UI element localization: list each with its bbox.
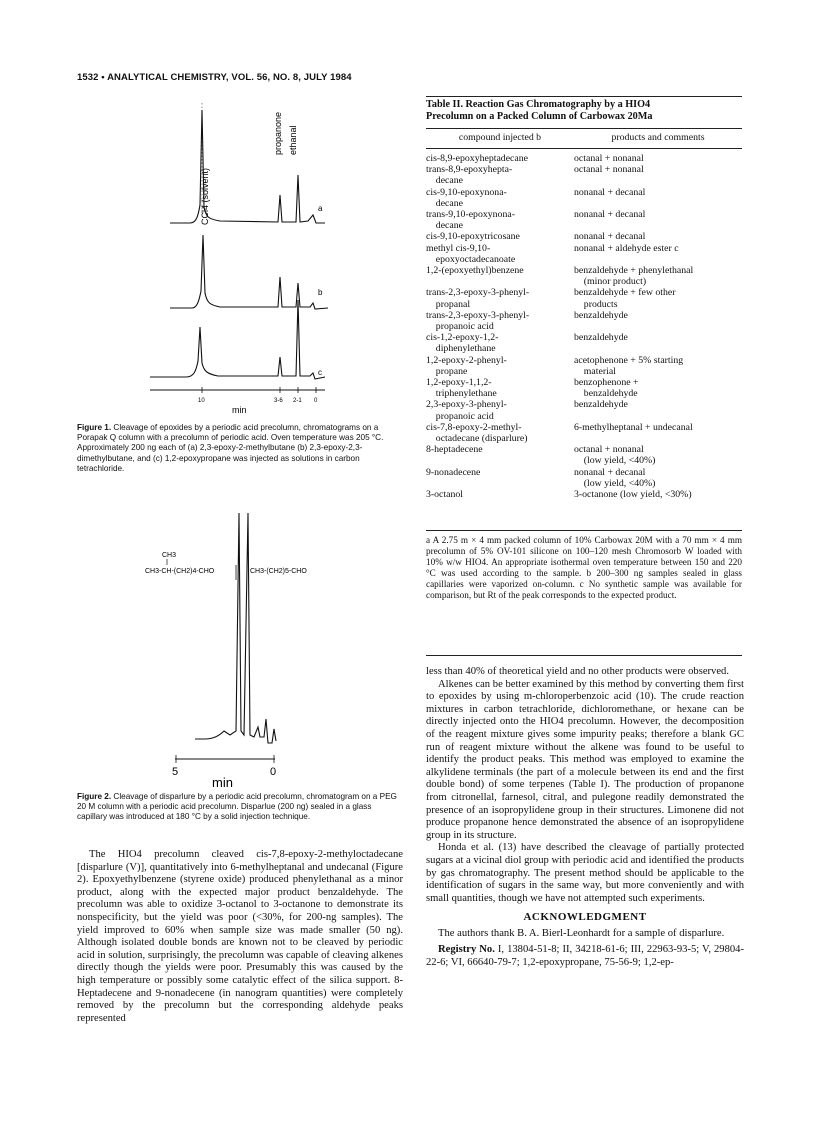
table-row: [426, 377, 742, 388]
fig2-trace: [195, 513, 276, 743]
table-cell-compound: 9-nonadecene: [426, 466, 481, 478]
fig1-trace-label-a: a: [318, 204, 323, 213]
table-row: [426, 287, 742, 298]
table-cell-products: [574, 220, 742, 231]
acknowledgment-heading: ACKNOWLEDGMENT: [523, 911, 647, 924]
table-cell-compound: [426, 478, 574, 489]
table-cell-compound: cis-1,2-epoxy-1,2-: [426, 332, 499, 344]
table-col1-header: compound injected b: [458, 132, 542, 143]
table-row: [426, 310, 742, 321]
table-cell-products: (minor product): [574, 276, 647, 288]
figure1-caption-text: Cleavage of epoxides by a periodic acid precolumn, chromatograms on a Porapak Q column with a precolumn of periodic acid. Oven temperature was 205 °C. Approximately 200 ng each of (a) 2,3-epoxy-2-methylbutane (b) 2,3-epoxy-2,3-dimethylbutane, and (c) 1,2-epoxypropane was injected as solutions in carbon tetrachloride.: [77, 423, 384, 473]
table-cell-products: [574, 433, 742, 444]
table-cell-products: 6-methylheptanal + undecanal: [574, 421, 693, 433]
table-cell-products: benzophenone +: [574, 377, 639, 389]
acknowledgment-text: The authors thank B. A. Bierl-Leonhardt for a sample of disparlure.: [438, 927, 725, 939]
fig1-trace-label-b: b: [318, 288, 323, 297]
table-row: [426, 332, 742, 343]
figure2-caption: [77, 792, 403, 823]
table-cell-products: products: [574, 298, 618, 310]
table-cell-compound: decane: [426, 175, 463, 187]
table-row: [426, 164, 742, 175]
table-row: [426, 231, 742, 242]
fig2-tick-5: 5: [172, 766, 179, 778]
table-cell-compound: propanoic acid: [426, 321, 494, 333]
table-cell-products: nonanal + aldehyde ester c: [574, 242, 679, 254]
table-col2-header: products and comments: [611, 132, 705, 143]
fig1-label-ccl4: CCl4 (solvent): [200, 167, 210, 225]
table-cell-products: [574, 411, 742, 422]
table-row: [426, 411, 742, 422]
table-footnote: a A 2.75 m × 4 mm packed column of 10% Carbowax 20M with a 70 mm × 4 mm precolumn of 5% OV-101 silicone on 100–120 mesh Chromosorb W loaded with 10% w/w HIO4. An appropriate isothermal oven temperature between 150 and 220 °C was used according to the sample. b 200–300 ng samples sealed in glass capillaries were vaporized on-column. c No synthetic sample was available for comparison, but Rt of the peak corresponds to the expected product.: [426, 535, 742, 600]
figure1-chromatograms: [150, 95, 400, 415]
table-cell-compound: epoxyoctadecanoate: [426, 253, 516, 265]
table-cell-compound: 1,2-epoxy-2-phenyl-: [426, 354, 507, 366]
registry-label: Registry No.: [438, 944, 495, 956]
table-header: [426, 132, 742, 143]
running-header: 1532 • ANALYTICAL CHEMISTRY, VOL. 56, NO. 8, JULY 1984: [77, 72, 352, 83]
table-row: [426, 209, 742, 220]
table-row: [426, 243, 742, 254]
table-cell-products: octanal + nonanal: [574, 153, 644, 164]
table-cell-compound: octadecane (disparlure): [426, 433, 528, 445]
fig1-label-propanone: propanone: [273, 111, 283, 155]
table-cell-compound: trans-2,3-epoxy-3-phenyl-: [426, 287, 530, 299]
table-row: [426, 198, 742, 209]
table-row: [426, 265, 742, 276]
registry-text: I, 13804-51-8; II, 34218-61-6; III, 22963-93-5; V, 29804-22-6; VI, 66640-79-7; 1,2-epoxypropane, 75-56-9; 1,2-ep-: [426, 944, 744, 969]
table-cell-products: acetophenone + 5% starting: [574, 354, 684, 366]
fig1-trace-c: [150, 300, 325, 379]
table-cell-products: nonanal + decanal: [574, 231, 646, 243]
fig1-tick-36: 3-6: [274, 398, 283, 404]
fig2-struct-ch3: CH3: [162, 552, 177, 559]
table-row: [426, 422, 742, 433]
table-cell-products: [574, 321, 742, 332]
table-cell-products: 3-octanone (low yield, <30%): [574, 489, 692, 501]
table-cell-products: benzaldehyde: [574, 399, 628, 411]
table-row: [426, 399, 742, 410]
table-cell-compound: cis-9,10-epoxytricosane: [426, 231, 520, 243]
table-title: [426, 99, 742, 123]
table-row: [426, 220, 742, 231]
table-cell-compound: decane: [426, 220, 463, 232]
table-cell-compound: propane: [426, 365, 468, 377]
table-row: [426, 187, 742, 198]
table-cell-products: nonanal + decanal: [574, 186, 646, 198]
table-title-line2: Precolumn on a Packed Column of Carbowax 20Ma: [426, 111, 653, 122]
table-cell-products: benzaldehyde: [574, 309, 628, 321]
table-cell-products: [574, 343, 742, 354]
table-cell-products: octanal + nonanal: [574, 444, 644, 456]
table-row: [426, 254, 742, 265]
table-row: [426, 299, 742, 310]
table-header-rule-bottom: [426, 148, 742, 149]
table-cell-products: benzaldehyde: [574, 332, 628, 344]
table-cell-compound: propanal: [426, 298, 471, 310]
fig1-axis-unit: min: [232, 405, 247, 415]
figure2-caption-text: Cleavage of disparlure by a periodic acid precolumn, chromatogram on a PEG 20 M column with a periodic acid precolumn. Disparlue (200 ng) sealed in a glass capillary was introduced at 180 °C by a solid injection technique.: [77, 792, 397, 822]
table-bottom-rule: [426, 530, 742, 531]
table-cell-compound: trans-9,10-epoxynona-: [426, 209, 515, 221]
fig2-axis-unit: min: [212, 775, 233, 790]
table-cell-products: nonanal + decanal: [574, 466, 646, 478]
figure2-caption-label: Figure 2.: [77, 792, 112, 801]
table-cell-compound: trans-2,3-epoxy-3-phenyl-: [426, 309, 530, 321]
right-body-text: [426, 666, 744, 970]
table-cell-compound: propanoic acid: [426, 410, 494, 422]
table-cell-products: benzaldehyde: [574, 388, 638, 400]
table-row: [426, 321, 742, 332]
table-cell-compound: cis-9,10-epoxynona-: [426, 186, 507, 198]
table-row: [426, 455, 742, 466]
table-cell-products: [574, 198, 742, 209]
table-cell-compound: triphenylethane: [426, 388, 497, 400]
table-cell-products: (low yield, <40%): [574, 477, 656, 489]
table-row: [426, 355, 742, 366]
fig1-trace-label-c: c: [318, 368, 322, 377]
fig2-tick-0: 0: [270, 766, 277, 778]
table-row: [426, 276, 742, 287]
fig1-label-ethanal: ethanal: [288, 125, 298, 155]
table-cell-products: nonanal + decanal: [574, 209, 646, 221]
figure1-caption-label: Figure 1.: [77, 423, 112, 432]
table-cell-compound: cis-8,9-epoxyheptadecane: [426, 153, 529, 164]
fig1-tick-0: 0: [314, 398, 318, 404]
figure2-chromatogram: [140, 505, 390, 795]
table-cell-compound: cis-7,8-epoxy-2-methyl-: [426, 421, 522, 433]
table-cell-products: octanal + nonanal: [574, 164, 644, 176]
table-cell-compound: diphenylethane: [426, 343, 496, 355]
table-row: [426, 478, 742, 489]
table-cell-products: material: [574, 365, 616, 377]
table-cell-products: [574, 175, 742, 186]
table-cell-compound: [426, 455, 574, 466]
table-cell-products: [574, 254, 742, 265]
table-cell-compound: 2,3-epoxy-3-phenyl-: [426, 399, 507, 411]
table-cell-products: benzaldehyde + phenylethanal: [574, 265, 694, 277]
fig2-struct-right: CH3-(CH2)5-CHO: [250, 568, 307, 575]
fig1-tick-21: 2-1: [293, 398, 302, 404]
table-cell-products: (low yield, <40%): [574, 455, 656, 467]
table-row: [426, 489, 742, 500]
table-row: [426, 388, 742, 399]
table-top-rule: [426, 96, 742, 97]
left-paragraph-1: The HIO4 precolumn cleaved cis-7,8-epoxy-2-methyloctadecane [disparlure (V)], quantitatively into 6-methylheptanal and undecanal (Figure 2). Epoxyethylbenzene (styrene oxide) produced phenylethanal as a minor product, along with the expected major product benzaldehyde. The precolumn was able to oxidize 3-octanol to 3-octanone to demonstrate its nonspecificity, but the yield was poor (<30%, for 200-ng samples). The yield improved to 60% when sample size was made smaller (50 ng). Although isolated double bonds are known not to be cleaved by periodic acid in solution, surprisingly, the precolumn was capable of cleaving alkenes directly though the yields were poor. Presumably this was caused by the high temperature or possibly some catalytic effect of the silica support. 8-Heptadecene and 9-nonadecene (in nanogram quantities) were completely removed by the precolumn but the corresponding aldehyde peaks represented: [77, 849, 403, 1024]
right-paragraph-2: Alkenes can be better examined by this method by converting them first to epoxides by using m-chloroperbenzoic acid (10). The crude reaction mixtures in carbon tetrachloride, dichloromethane, or hexane can be directly injected onto the HIO4 precolumn. However, the decomposition of the reagent mixture gives some impurity peaks; therefore a blank GC run of reagent mixture without the alkene was found to be useful to identify the product peaks. This method was employed to examine the alkylidene terminals (the part of a molecule between its end and the first double bond) of some terpenes (Table I). The production of propanone from citronellal, farnesol, citral, and pulegone readily demonstrated the presence of an isopropylidene group in their structures. Limonene did not produce propanone hence demonstrated the absence of an isopropylidene group in its structure.: [426, 678, 744, 841]
right-paragraph-3: Honda et al. (13) have described the cleavage of partially protected sugars at a vicinal diol group with periodic acid and identified the products by gas chromatography. The present method should be applicable to the identification of sugars in the same way, but more conveniently and with small quantities, though we have not attempted such experiments.: [426, 842, 744, 904]
fig1-trace-a: [170, 110, 325, 223]
table-cell-compound: 1,2-epoxy-1,1,2-: [426, 377, 492, 389]
figure1-caption: [77, 423, 403, 474]
table-cell-compound: [426, 276, 574, 287]
table-row: [426, 366, 742, 377]
right-paragraph-1: less than 40% of theoretical yield and no other products were observed.: [426, 666, 730, 677]
table-row: [426, 467, 742, 478]
fig2-struct-left: CH3-CH-(CH2)4-CHO: [145, 568, 215, 575]
fig1-tick-10: 10: [198, 398, 205, 404]
table-title-line1: Table II. Reaction Gas Chromatography by a HIO4: [426, 99, 651, 110]
table-cell-compound: methyl cis-9,10-: [426, 242, 491, 254]
table-row: [426, 153, 742, 164]
table-cell-compound: decane: [426, 197, 463, 209]
table-cell-compound: 3-octanol: [426, 489, 463, 501]
table-cell-compound: trans-8,9-epoxyhepta-: [426, 164, 513, 176]
table-end-rule: [426, 655, 742, 656]
table-row: [426, 175, 742, 186]
table-row: [426, 444, 742, 455]
table-header-rule-top: [426, 128, 742, 129]
table-cell-products: benzaldehyde + few other: [574, 287, 676, 299]
table-row: [426, 433, 742, 444]
table-cell-compound: 1,2-(epoxyethyl)benzene: [426, 265, 524, 277]
table-row: [426, 343, 742, 354]
table-body: [426, 153, 742, 500]
table-cell-compound: 8-heptadecene: [426, 444, 483, 456]
fig1-trace-b: [170, 235, 328, 309]
left-body-text: [77, 849, 403, 1025]
